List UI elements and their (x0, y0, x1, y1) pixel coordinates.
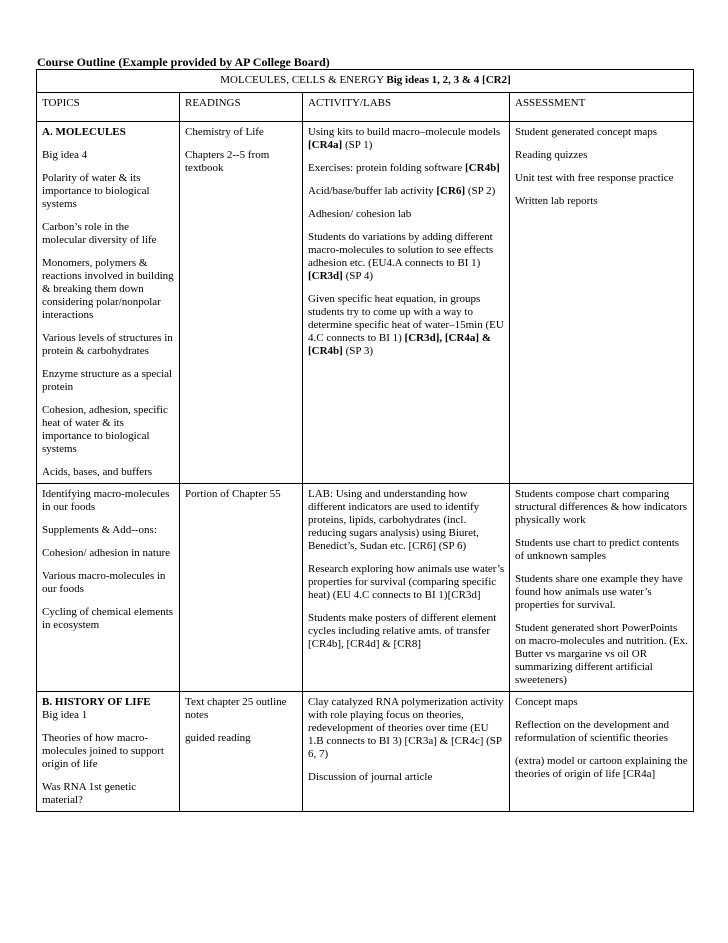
cell-text: Research exploring how animals use water’s properties for survival (comparing specific heat) (EU 4.C connects to BI 1)[CR3d] (308, 563, 505, 601)
table-row (37, 122, 694, 484)
cell-text: (SP 4) (342, 270, 373, 282)
cell-text: Cohesion, adhesion, specific heat of water & its importance to biological systems (42, 404, 168, 455)
cell-paragraph (308, 293, 505, 358)
cell-text: (SP 2) (465, 185, 496, 197)
cell-text: Students make posters of different element cycles including relative amts. of transfer [CR4b], [CR4d] & [CR8] (308, 612, 497, 650)
cell-reference: [CR6] (436, 185, 466, 197)
cell-paragraph (185, 732, 298, 745)
activities-cell (303, 692, 510, 812)
caption-text: MOLCEULES, CELLS & ENERGY (220, 74, 387, 86)
cell-text: Students do variations by adding different macro-molecules to solution to see effects adhesion etc. (EU4.A connects to BI 1) (308, 231, 494, 269)
cell-text: (SP 3) (342, 345, 373, 357)
cell-paragraph (42, 126, 175, 139)
table-row (37, 692, 694, 812)
header-row (37, 93, 694, 122)
cell-paragraph (308, 231, 505, 283)
cell-paragraph (515, 195, 689, 208)
cell-paragraph (42, 221, 175, 247)
cell-heading: B. HISTORY OF LIFE (42, 696, 151, 708)
cell-paragraph (515, 719, 689, 745)
cell-text: Chemistry of Life (185, 126, 264, 138)
caption-big-ideas: Big ideas 1, 2, 3 & 4 [CR2] (386, 74, 511, 86)
cell-paragraph (42, 524, 175, 537)
cell-text: Acid/base/buffer lab activity (308, 185, 437, 197)
cell-paragraph (308, 771, 505, 784)
cell-text: Students use chart to predict contents of unknown samples (515, 537, 680, 562)
cell-text: Acids, bases, and buffers (42, 466, 153, 478)
cell-text: Big idea 1 (42, 709, 88, 721)
activities-cell (303, 122, 510, 484)
cell-paragraph (42, 488, 175, 514)
cell-paragraph (515, 126, 689, 139)
readings-cell (180, 484, 303, 692)
cell-paragraph (42, 149, 175, 162)
cell-text: Carbon’s role in the molecular diversity of life (42, 221, 157, 246)
assessments-cell (510, 692, 694, 812)
assessments-cell (510, 484, 694, 692)
cell-paragraph (308, 162, 505, 175)
cell-text: Supplements & Add--ons: (42, 524, 157, 536)
cell-text: (SP 1) (342, 139, 373, 151)
cell-paragraph (42, 172, 175, 211)
cell-paragraph (308, 612, 505, 651)
cell-paragraph (42, 404, 175, 456)
assessments-cell (510, 122, 694, 484)
cell-text: Unit test with free response practice (515, 172, 674, 184)
cell-text: (extra) model or cartoon explaining the theories of origin of life [CR4a] (515, 755, 688, 780)
cell-text: Various levels of structures in protein & carbohydrates (42, 332, 173, 357)
cell-text: Portion of Chapter 55 (185, 488, 281, 500)
cell-paragraph (185, 149, 298, 175)
cell-text: Monomers, polymers & reactions involved in building & breaking them down considering polar/nonpolar interactions (42, 257, 174, 321)
cell-reference: [CR3d] (308, 270, 343, 282)
cell-text: Cohesion/ adhesion in nature (42, 547, 171, 559)
cell-text: Student generated concept maps (515, 126, 658, 138)
cell-text: LAB: Using and understanding how different indicators are used to identify proteins, lipids, carbohydrates (incl. reducing sugars analysis) using Biuret, Benedict’s, Sudan etc. [CR6] (SP 6) (308, 488, 480, 552)
cell-paragraph (308, 126, 505, 152)
cell-paragraph (308, 696, 505, 761)
cell-paragraph (515, 172, 689, 185)
cell-paragraph (515, 755, 689, 781)
cell-paragraph (42, 781, 175, 807)
cell-text: Chapters 2--5 from textbook (185, 149, 270, 174)
cell-paragraph (42, 257, 175, 322)
header-topics: TOPICS (37, 93, 180, 122)
cell-text: Concept maps (515, 696, 578, 708)
readings-cell (180, 122, 303, 484)
cell-paragraph (515, 488, 689, 527)
cell-text: Text chapter 25 outline notes (185, 696, 287, 721)
cell-text: guided reading (185, 732, 251, 744)
cell-text: Given specific heat equation, in groups students try to come up with a way to determine specific heat of water–15min (EU 4.C connects to BI 1) (308, 293, 504, 344)
cell-text: Student generated short PowerPoints on macro-molecules and nutrition. (Ex. Butter vs margarine vs oil OR summarizing different artificial sweeteners) (515, 622, 688, 686)
cell-paragraph (42, 696, 175, 722)
cell-paragraph (42, 332, 175, 358)
topics-cell (37, 692, 180, 812)
cell-text: Various macro-molecules in our foods (42, 570, 166, 595)
cell-text: Cycling of chemical elements in ecosystem (42, 606, 174, 631)
cell-paragraph (185, 488, 298, 501)
cell-paragraph (515, 573, 689, 612)
cell-text: Theories of how macro-molecules joined to support origin of life (42, 732, 164, 770)
cell-text: Was RNA 1st genetic material? (42, 781, 137, 806)
cell-paragraph (42, 570, 175, 596)
caption-row (37, 70, 694, 93)
table-caption (37, 70, 694, 93)
cell-paragraph (42, 732, 175, 771)
cell-text: Adhesion/ cohesion lab (308, 208, 412, 220)
cell-paragraph (308, 488, 505, 553)
cell-text: Exercises: protein folding software (308, 162, 466, 174)
cell-text: Students share one example they have found how animals use water’s properties for survival. (515, 573, 683, 611)
cell-paragraph (515, 149, 689, 162)
cell-text: Discussion of journal article (308, 771, 433, 783)
document-title: Course Outline (Example provided by AP College Board) (37, 55, 330, 69)
cell-paragraph (42, 466, 175, 479)
readings-cell (180, 692, 303, 812)
cell-paragraph (308, 208, 505, 221)
cell-paragraph (185, 696, 298, 722)
header-assessment: ASSESSMENT (510, 93, 694, 122)
cell-text: Clay catalyzed RNA polymerization activity with role playing focus on theories, redevelopment of theories over time (EU 1.B connects to BI 3) [CR3a] & [CR4c] (SP 6, 7) (308, 696, 504, 760)
cell-text: Written lab reports (515, 195, 598, 207)
cell-text: Students compose chart comparing structural differences & how indicators physically work (515, 488, 688, 526)
cell-text: Identifying macro-molecules in our foods (42, 488, 170, 513)
header-activity-labs: ACTIVITY/LABS (303, 93, 510, 122)
cell-paragraph (42, 368, 175, 394)
cell-text: Reading quizzes (515, 149, 588, 161)
topics-cell (37, 122, 180, 484)
course-outline-table (36, 69, 694, 812)
cell-heading: A. MOLECULES (42, 126, 126, 138)
cell-paragraph (515, 537, 689, 563)
cell-paragraph (42, 547, 175, 560)
cell-reference: [CR4b] (465, 162, 500, 174)
cell-text: Using kits to build macro–molecule models (308, 126, 501, 138)
header-readings: READINGS (180, 93, 303, 122)
cell-paragraph (308, 185, 505, 198)
cell-paragraph (185, 126, 298, 139)
cell-text: Big idea 4 (42, 149, 88, 161)
cell-reference: [CR3d], [CR4a] & [CR4b] (308, 332, 492, 357)
cell-paragraph (42, 606, 175, 632)
cell-text: Polarity of water & its importance to biological systems (42, 172, 150, 210)
cell-paragraph (308, 563, 505, 602)
cell-paragraph (515, 696, 689, 709)
topics-cell (37, 484, 180, 692)
cell-text: Enzyme structure as a special protein (42, 368, 173, 393)
cell-reference: [CR4a] (308, 139, 343, 151)
cell-paragraph (515, 622, 689, 687)
activities-cell (303, 484, 510, 692)
cell-text: Reflection on the development and reformulation of scientific theories (515, 719, 669, 744)
table-row (37, 484, 694, 692)
